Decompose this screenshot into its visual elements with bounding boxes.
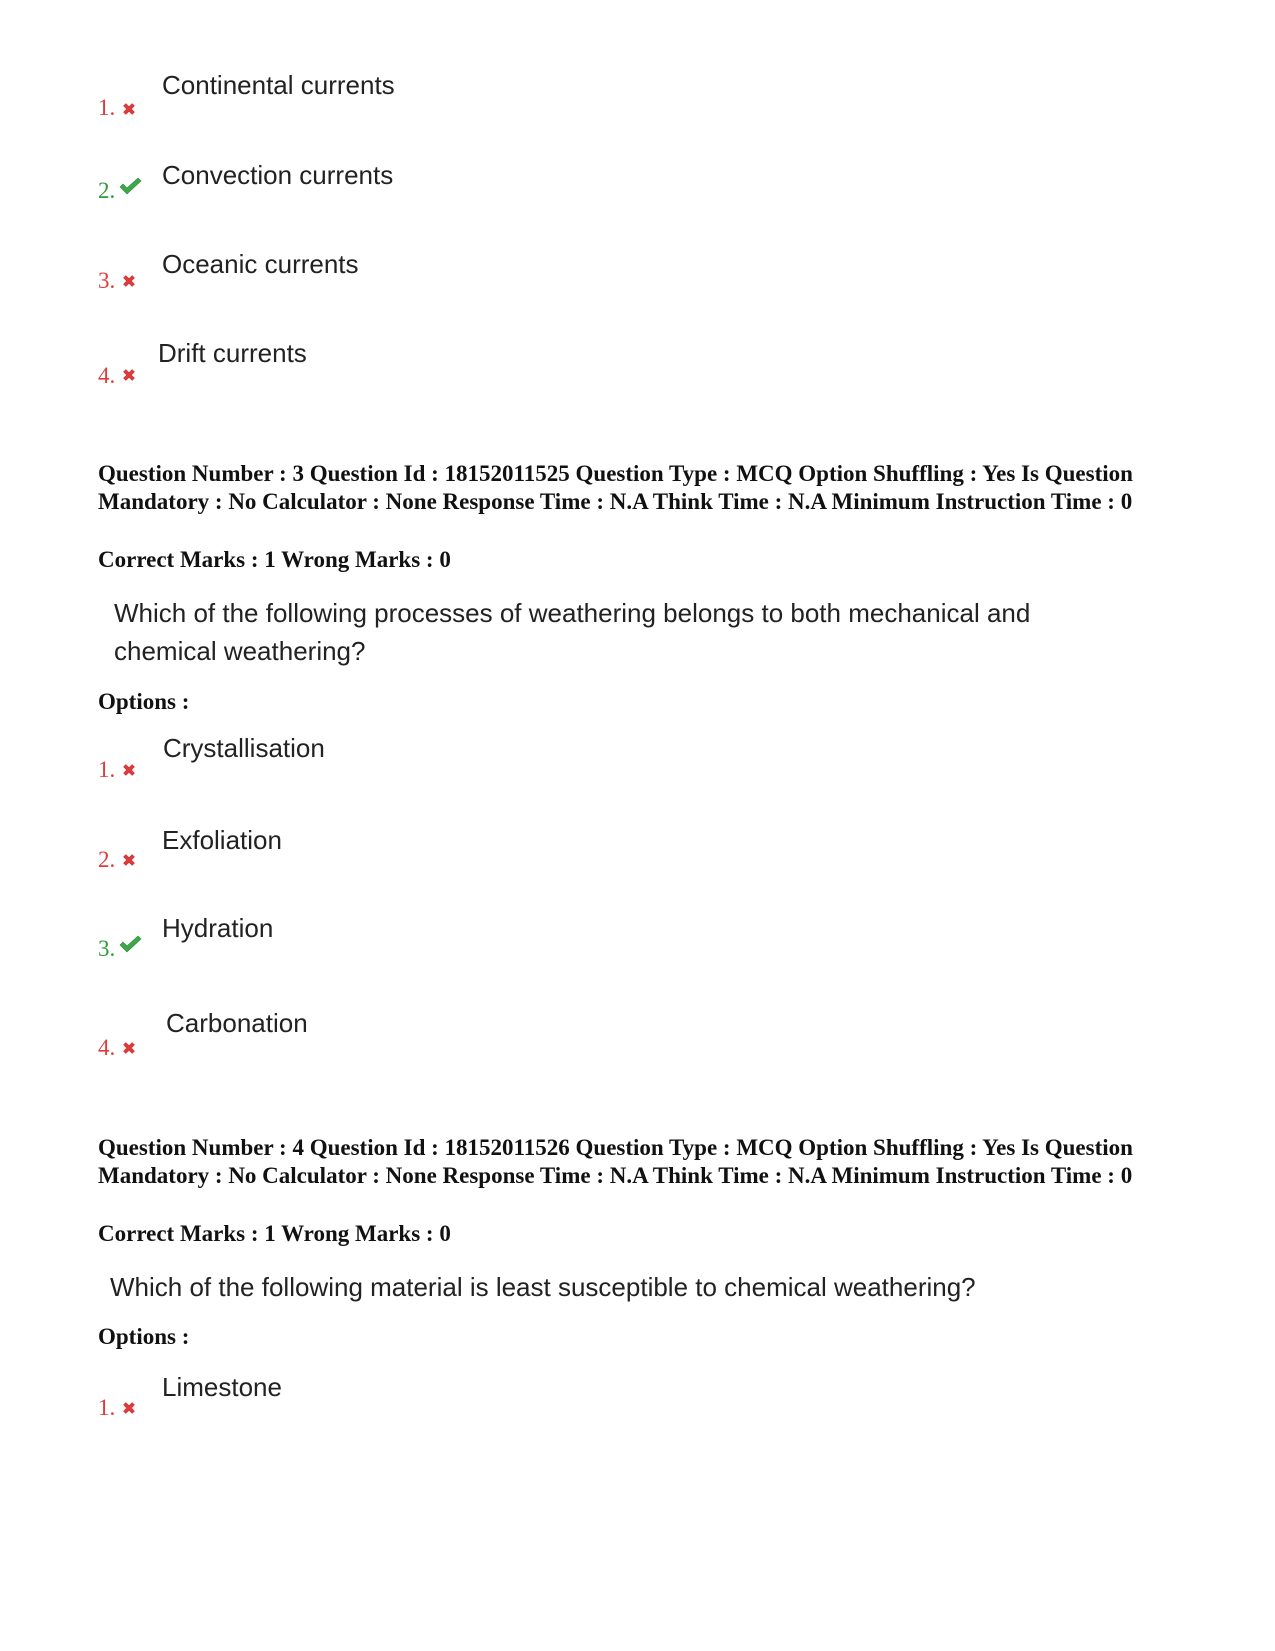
prev-option-4 bbox=[0, 338, 900, 398]
cross-icon bbox=[120, 366, 138, 384]
cross-icon bbox=[120, 761, 138, 779]
question-3-options-label: Options : bbox=[98, 689, 190, 714]
option-number: 4. bbox=[98, 1035, 116, 1060]
prev-option-1 bbox=[0, 70, 900, 130]
option-number: 3. bbox=[98, 936, 116, 961]
q3-option-4 bbox=[0, 1008, 900, 1068]
q4-option-1 bbox=[0, 1372, 900, 1432]
option-text: Limestone bbox=[162, 1372, 282, 1402]
cross-icon bbox=[120, 272, 138, 290]
question-4-marks: Correct Marks : 1 Wrong Marks : 0 bbox=[98, 1221, 451, 1246]
option-text: Drift currents bbox=[158, 338, 307, 368]
option-number: 2. bbox=[98, 847, 116, 872]
question-3-text: Which of the following processes of weathering belongs to both mechanical and chemical weathering? bbox=[114, 598, 1031, 666]
option-text: Continental currents bbox=[162, 70, 395, 100]
option-number: 1. bbox=[98, 757, 116, 782]
option-text: Convection currents bbox=[162, 160, 394, 190]
question-4-meta: Question Number : 4 Question Id : 18152011526 Question Type : MCQ Option Shuffling : Yes Is Question Mandatory : No Calculator : None Response Time : N.A Think Time : N.A Minimum Instruction Time : 0 bbox=[98, 1135, 1133, 1188]
q3-option-3 bbox=[0, 913, 900, 973]
cross-icon bbox=[120, 100, 138, 118]
option-text: Hydration bbox=[162, 913, 274, 943]
option-text: Crystallisation bbox=[163, 733, 325, 763]
question-4-text: Which of the following material is least susceptible to chemical weathering? bbox=[110, 1272, 976, 1302]
option-number: 1. bbox=[98, 95, 116, 120]
cross-icon bbox=[120, 851, 138, 869]
q3-option-2 bbox=[0, 825, 900, 885]
option-number: 2. bbox=[98, 178, 116, 203]
question-3-meta: Question Number : 3 Question Id : 18152011525 Question Type : MCQ Option Shuffling : Yes Is Question Mandatory : No Calculator : None Response Time : N.A Think Time : N.A Minimum Instruction Time : 0 bbox=[98, 461, 1133, 514]
cross-icon bbox=[120, 1399, 138, 1417]
check-icon bbox=[118, 934, 142, 954]
cross-icon bbox=[120, 1039, 138, 1057]
q3-option-1 bbox=[0, 733, 900, 793]
option-number: 4. bbox=[98, 363, 116, 388]
prev-option-2 bbox=[0, 160, 900, 220]
option-number: 1. bbox=[98, 1395, 116, 1420]
check-icon bbox=[118, 176, 142, 196]
question-3-marks: Correct Marks : 1 Wrong Marks : 0 bbox=[98, 547, 451, 572]
question-4-options-label: Options : bbox=[98, 1324, 190, 1349]
option-text: Exfoliation bbox=[162, 825, 282, 855]
option-text: Oceanic currents bbox=[162, 249, 359, 279]
option-text: Carbonation bbox=[166, 1008, 308, 1038]
prev-option-3 bbox=[0, 249, 900, 309]
option-number: 3. bbox=[98, 268, 116, 293]
